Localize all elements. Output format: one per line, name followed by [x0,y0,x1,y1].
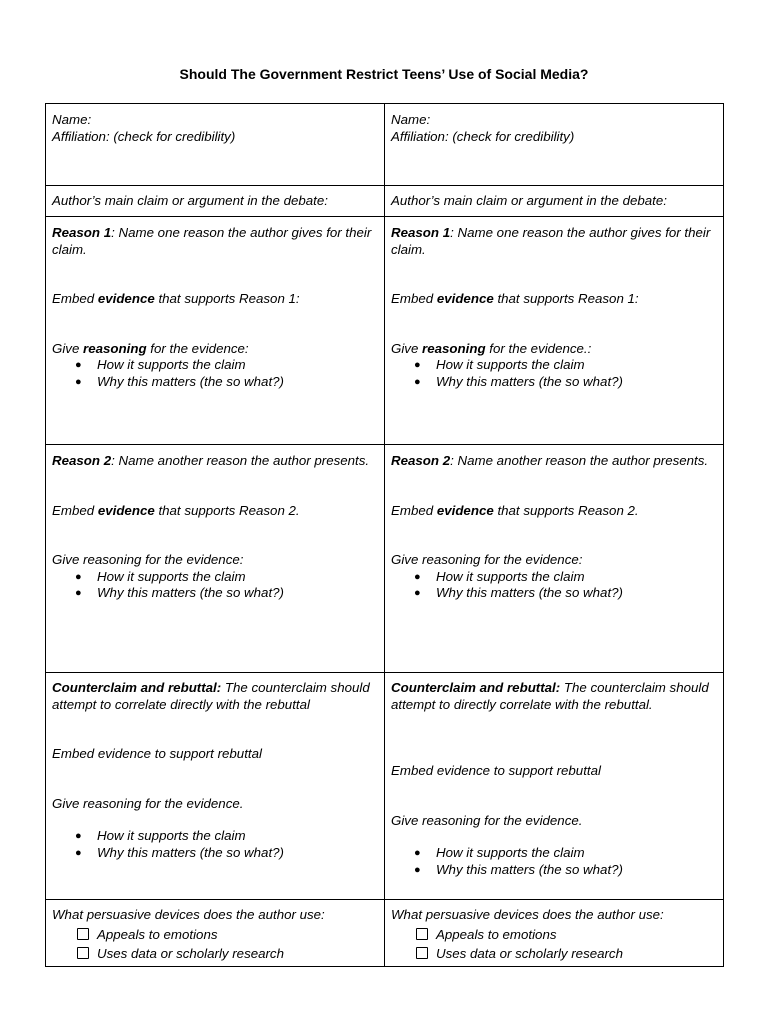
checkbox-icon[interactable] [77,947,89,959]
reason-2-cell-right[interactable] [385,445,724,673]
persuasive-devices-row [46,900,724,967]
list-item: ● Why this matters (the so what?) [414,585,623,600]
bullet-icon: ● [75,375,82,388]
source-info-row [46,104,724,186]
counterclaim-cell-right[interactable] [385,673,724,900]
reason-1-bold: Reason 1 [52,225,112,240]
counterclaim-evidence-prompt: Embed evidence to support rebuttal [391,763,601,778]
persuasive-devices-question: What persuasive devices does the author use: [391,907,664,922]
source-info-cell-right[interactable] [385,104,724,186]
main-claim-label: Author’s main claim or argument in the debate: [52,193,328,208]
list-item: ● Why this matters (the so what?) [75,585,284,600]
main-claim-cell-right[interactable] [385,186,724,217]
counterclaim-evidence-prompt: Embed evidence to support rebuttal [52,746,262,761]
bullet-icon: ● [414,863,421,876]
checkbox-icon[interactable] [77,928,89,940]
counterclaim-row [46,673,724,900]
checkbox-icon[interactable] [416,947,428,959]
reason-1-evidence-prompt: Embed evidence that supports Reason 1: [52,291,300,306]
reason-1-row [46,217,724,445]
persuasive-devices-cell-right [385,900,724,967]
uses-data-option[interactable]: Uses data or scholarly research [391,944,717,963]
bullet-icon: ● [75,846,82,859]
reasoning-bullet-list [391,569,717,602]
list-item: ● Why this matters (the so what?) [414,861,623,877]
reason-2-row [46,445,724,673]
list-item: ● How it supports the claim [414,357,585,372]
bullet-icon: ● [75,570,82,583]
persuasive-devices-question: What persuasive devices does the author use: [52,907,325,922]
bullet-icon: ● [414,375,421,388]
name-label: Name: [391,112,431,127]
reason-1-reasoning-prompt: Give reasoning for the evidence.: [391,340,592,356]
reasoning-bullet-list [391,845,717,878]
reason-2-cell-left[interactable] [46,445,385,673]
counterclaim-heading: Counterclaim and rebuttal: The counterclaim should attempt to directly correlate with the rebuttal. [391,680,709,712]
bullet-icon: ● [414,570,421,583]
reason-1-reasoning-prompt: Give reasoning for the evidence: [52,340,249,356]
reason-1-heading: Reason 1: Name one reason the author gives for their claim. [52,225,372,257]
reason-1-cell-left[interactable] [46,217,385,445]
checkbox-list [52,925,378,963]
counterclaim-reasoning-prompt: Give reasoning for the evidence. [391,812,583,828]
source-info-cell-left[interactable] [46,104,385,186]
checkbox-icon[interactable] [416,928,428,940]
list-item: ● Why this matters (the so what?) [75,844,284,860]
reason-2-heading: Reason 2: Name another reason the author presents. [391,453,709,468]
reason-2-evidence-prompt: Embed evidence that supports Reason 2. [391,502,639,518]
main-claim-row [46,186,724,217]
list-item: ● How it supports the claim [414,845,585,860]
counterclaim-heading: Counterclaim and rebuttal: The counterclaim should attempt to correlate directly with the rebuttal [52,680,370,712]
affiliation-label: Affiliation: (check for credibility) [391,128,575,144]
reason-2-heading: Reason 2: Name another reason the author presents. [52,453,370,468]
reasoning-bullet-list [391,357,717,390]
reason-2-reasoning-prompt: Give reasoning for the evidence: [52,552,244,567]
bullet-icon: ● [75,587,82,599]
page-title: Should The Government Restrict Teens’ Use of Social Media? [179,66,589,82]
affiliation-label: Affiliation: (check for credibility) [52,128,236,144]
appeals-to-emotions-option[interactable]: Appeals to emotions [52,925,378,944]
name-label: Name: [52,112,92,127]
reason-2-evidence-prompt: Embed evidence that supports Reason 2. [52,502,300,518]
reason-1-bold: Reason 1 [391,225,451,240]
persuasive-devices-cell-left [46,900,385,967]
list-item: ● How it supports the claim [75,828,246,843]
list-item: ● How it supports the claim [75,568,246,584]
appeals-to-emotions-option[interactable]: Appeals to emotions [391,925,717,944]
bullet-icon: ● [75,359,82,371]
uses-data-option[interactable]: Uses data or scholarly research [52,944,378,963]
list-item: ● How it supports the claim [75,357,246,372]
counterclaim-cell-left[interactable] [46,673,385,900]
debate-organizer-table [45,103,724,967]
reasoning-bullet-list [52,569,378,602]
counterclaim-reasoning-prompt: Give reasoning for the evidence. [52,795,244,811]
reason-1-evidence-prompt: Embed evidence that supports Reason 1: [391,291,639,306]
reasoning-bullet-list [52,357,378,390]
bullet-icon: ● [414,587,421,599]
reasoning-bullet-list [52,828,378,861]
list-item: ● Why this matters (the so what?) [414,373,623,389]
checkbox-list [391,925,717,963]
main-claim-cell-left[interactable] [46,186,385,217]
bullet-icon: ● [75,830,82,842]
bullet-icon: ● [414,359,421,371]
bullet-icon: ● [414,847,421,859]
reason-1-heading: Reason 1: Name one reason the author gives for their claim. [391,225,711,257]
list-item: ● Why this matters (the so what?) [75,373,284,389]
reason-1-cell-right[interactable] [385,217,724,445]
main-claim-label: Author’s main claim or argument in the debate: [391,193,667,208]
list-item: ● How it supports the claim [414,568,585,584]
reason-2-reasoning-prompt: Give reasoning for the evidence: [391,552,583,567]
